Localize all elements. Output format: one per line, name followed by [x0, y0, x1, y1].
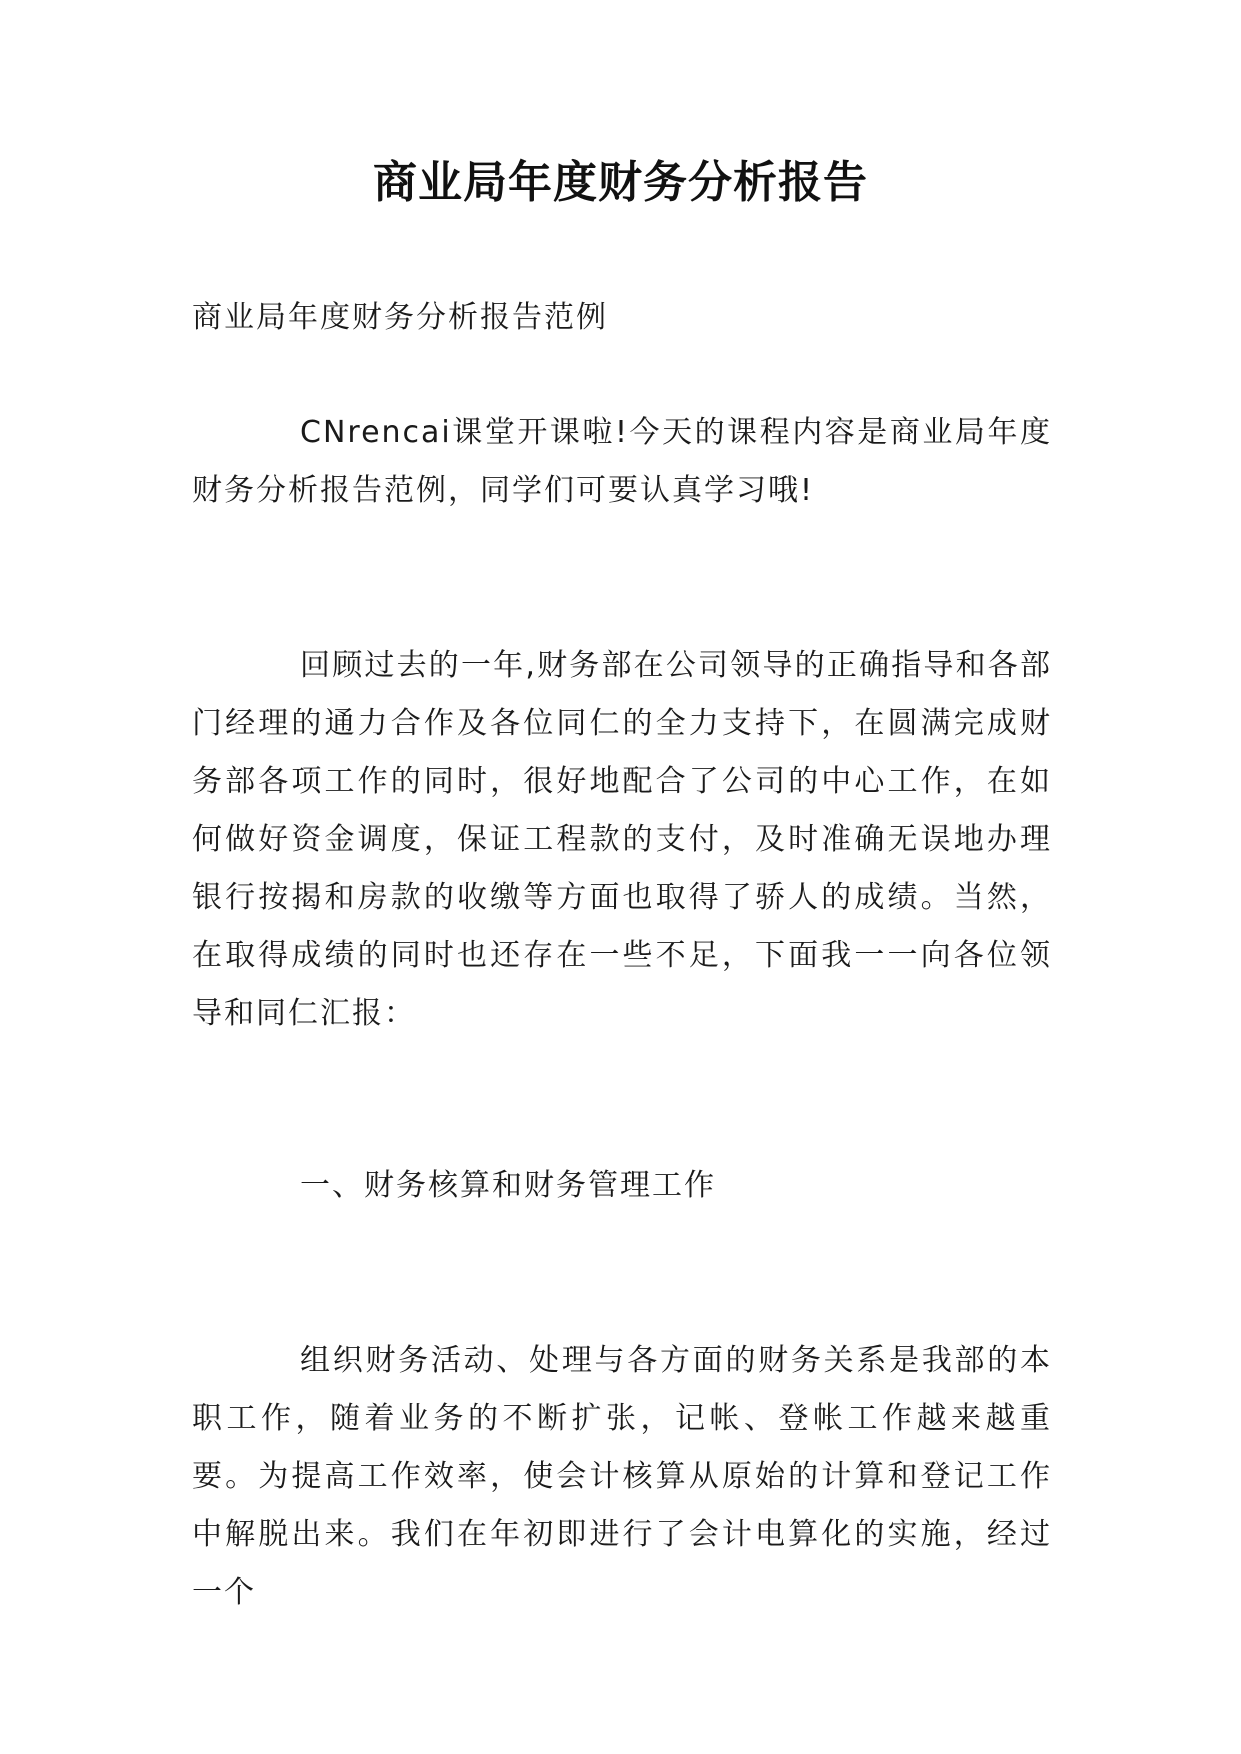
- section-heading: 一、财务核算和财务管理工作: [300, 1168, 716, 1203]
- section-paragraph: 组织财务活动、处理与各方面的财务关系是我部的本职工作，随着业务的不断扩张，记帐、登帐工作越来越重要。为提高工作效率，使会计核算从原始的计算和登记工作中解脱出来。我们在年初即进行了会计电算化的实施，经过一个: [192, 1343, 1052, 1610]
- document-title: 商业局年度财务分析报告: [373, 157, 868, 208]
- review-paragraph: 回顾过去的一年,财务部在公司领导的正确指导和各部门经理的通力合作及各位同仁的全力支持下，在圆满完成财务部各项工作的同时，很好地配合了公司的中心工作，在如何做好资金调度，保证工程款的支付，及时准确无误地办理银行按揭和房款的收缴等方面也取得了骄人的成绩。当然，在取得成绩的同时也还存在一些不足，下面我一一向各位领导和同仁汇报：: [192, 648, 1052, 1031]
- intro-paragraph: CNrencai课堂开课啦!今天的课程内容是商业局年度财务分析报告范例，同学们可要认真学习哦!: [192, 415, 1052, 508]
- document-subtitle: 商业局年度财务分析报告范例: [192, 300, 608, 335]
